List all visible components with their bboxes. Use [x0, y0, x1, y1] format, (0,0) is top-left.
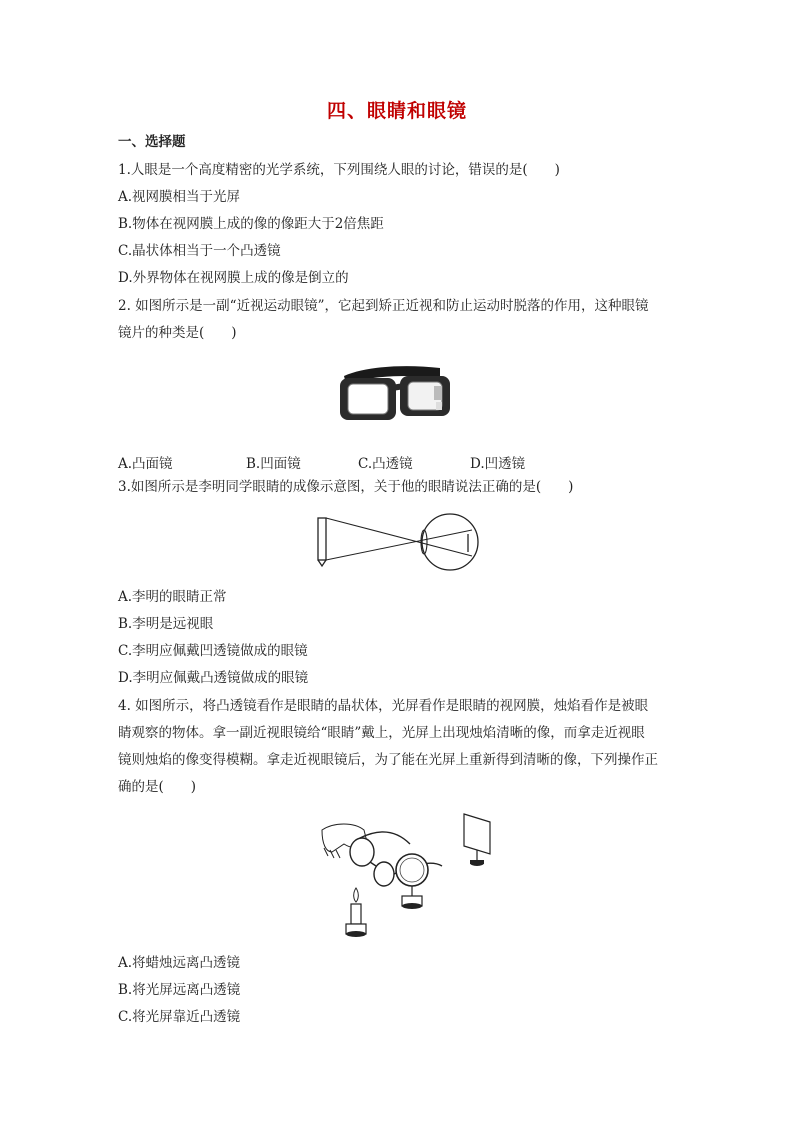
q1-option-a: A.视网膜相当于光屏 [118, 189, 241, 205]
q1-option-c: C.晶状体相当于一个凸透镜 [118, 243, 281, 259]
q4-option-b: B.将光屏远离凸透镜 [118, 982, 241, 998]
q3-option-a: A.李明的眼睛正常 [118, 589, 227, 605]
q2-option-d: D.凹透镜 [470, 456, 526, 472]
q2-option-b: B.凹面镜 [246, 456, 301, 472]
candle-lens-screen-figure [314, 808, 498, 942]
section-heading: 一、选择题 [118, 134, 186, 150]
q4-stem-line2: 睛观察的物体。拿一副近视眼镜给“眼睛”戴上，光屏上出现烛焰清晰的像，而拿走近视眼 [118, 725, 645, 741]
q1-option-b: B.物体在视网膜上成的像的像距大于2倍焦距 [118, 216, 384, 232]
q3-option-d: D.李明应佩戴凸透镜做成的眼镜 [118, 670, 309, 686]
q3-stem: 3.如图所示是李明同学眼睛的成像示意图，关于他的眼睛说法正确的是( ) [118, 479, 574, 495]
q2-stem-line1: 2. 如图所示是一副“近视运动眼镜”，它起到矫正近视和防止运动时脱落的作用，这种眼镜 [118, 298, 649, 314]
q2-option-c: C.凸透镜 [358, 456, 413, 472]
q2-stem-line2: 镜片的种类是( ) [118, 325, 237, 341]
page-title: 四、眼睛和眼镜 [326, 100, 467, 122]
q2-option-a: A.凸面镜 [118, 456, 173, 472]
q4-stem-line1: 4. 如图所示，将凸透镜看作是眼睛的晶状体，光屏看作是眼睛的视网膜，烛焰看作是被眼 [118, 698, 649, 714]
q1-option-d: D.外界物体在视网膜上成的像是倒立的 [118, 270, 349, 286]
q3-option-b: B.李明是远视眼 [118, 616, 214, 632]
q1-stem: 1.人眼是一个高度精密的光学系统，下列围绕人眼的讨论，错误的是( ) [118, 162, 560, 178]
eye-imaging-diagram [316, 512, 482, 572]
q4-option-c: C.将光屏靠近凸透镜 [118, 1009, 241, 1025]
q3-option-c: C.李明应佩戴凹透镜做成的眼镜 [118, 643, 308, 659]
sports-glasses-figure [336, 362, 456, 428]
q4-stem-line3: 镜则烛焰的像变得模糊。拿走近视眼镜后，为了能在光屏上重新得到清晰的像，下列操作正 [118, 752, 658, 768]
q4-option-a: A.将蜡烛远离凸透镜 [118, 955, 241, 971]
q4-stem-line4: 确的是( ) [118, 779, 197, 795]
